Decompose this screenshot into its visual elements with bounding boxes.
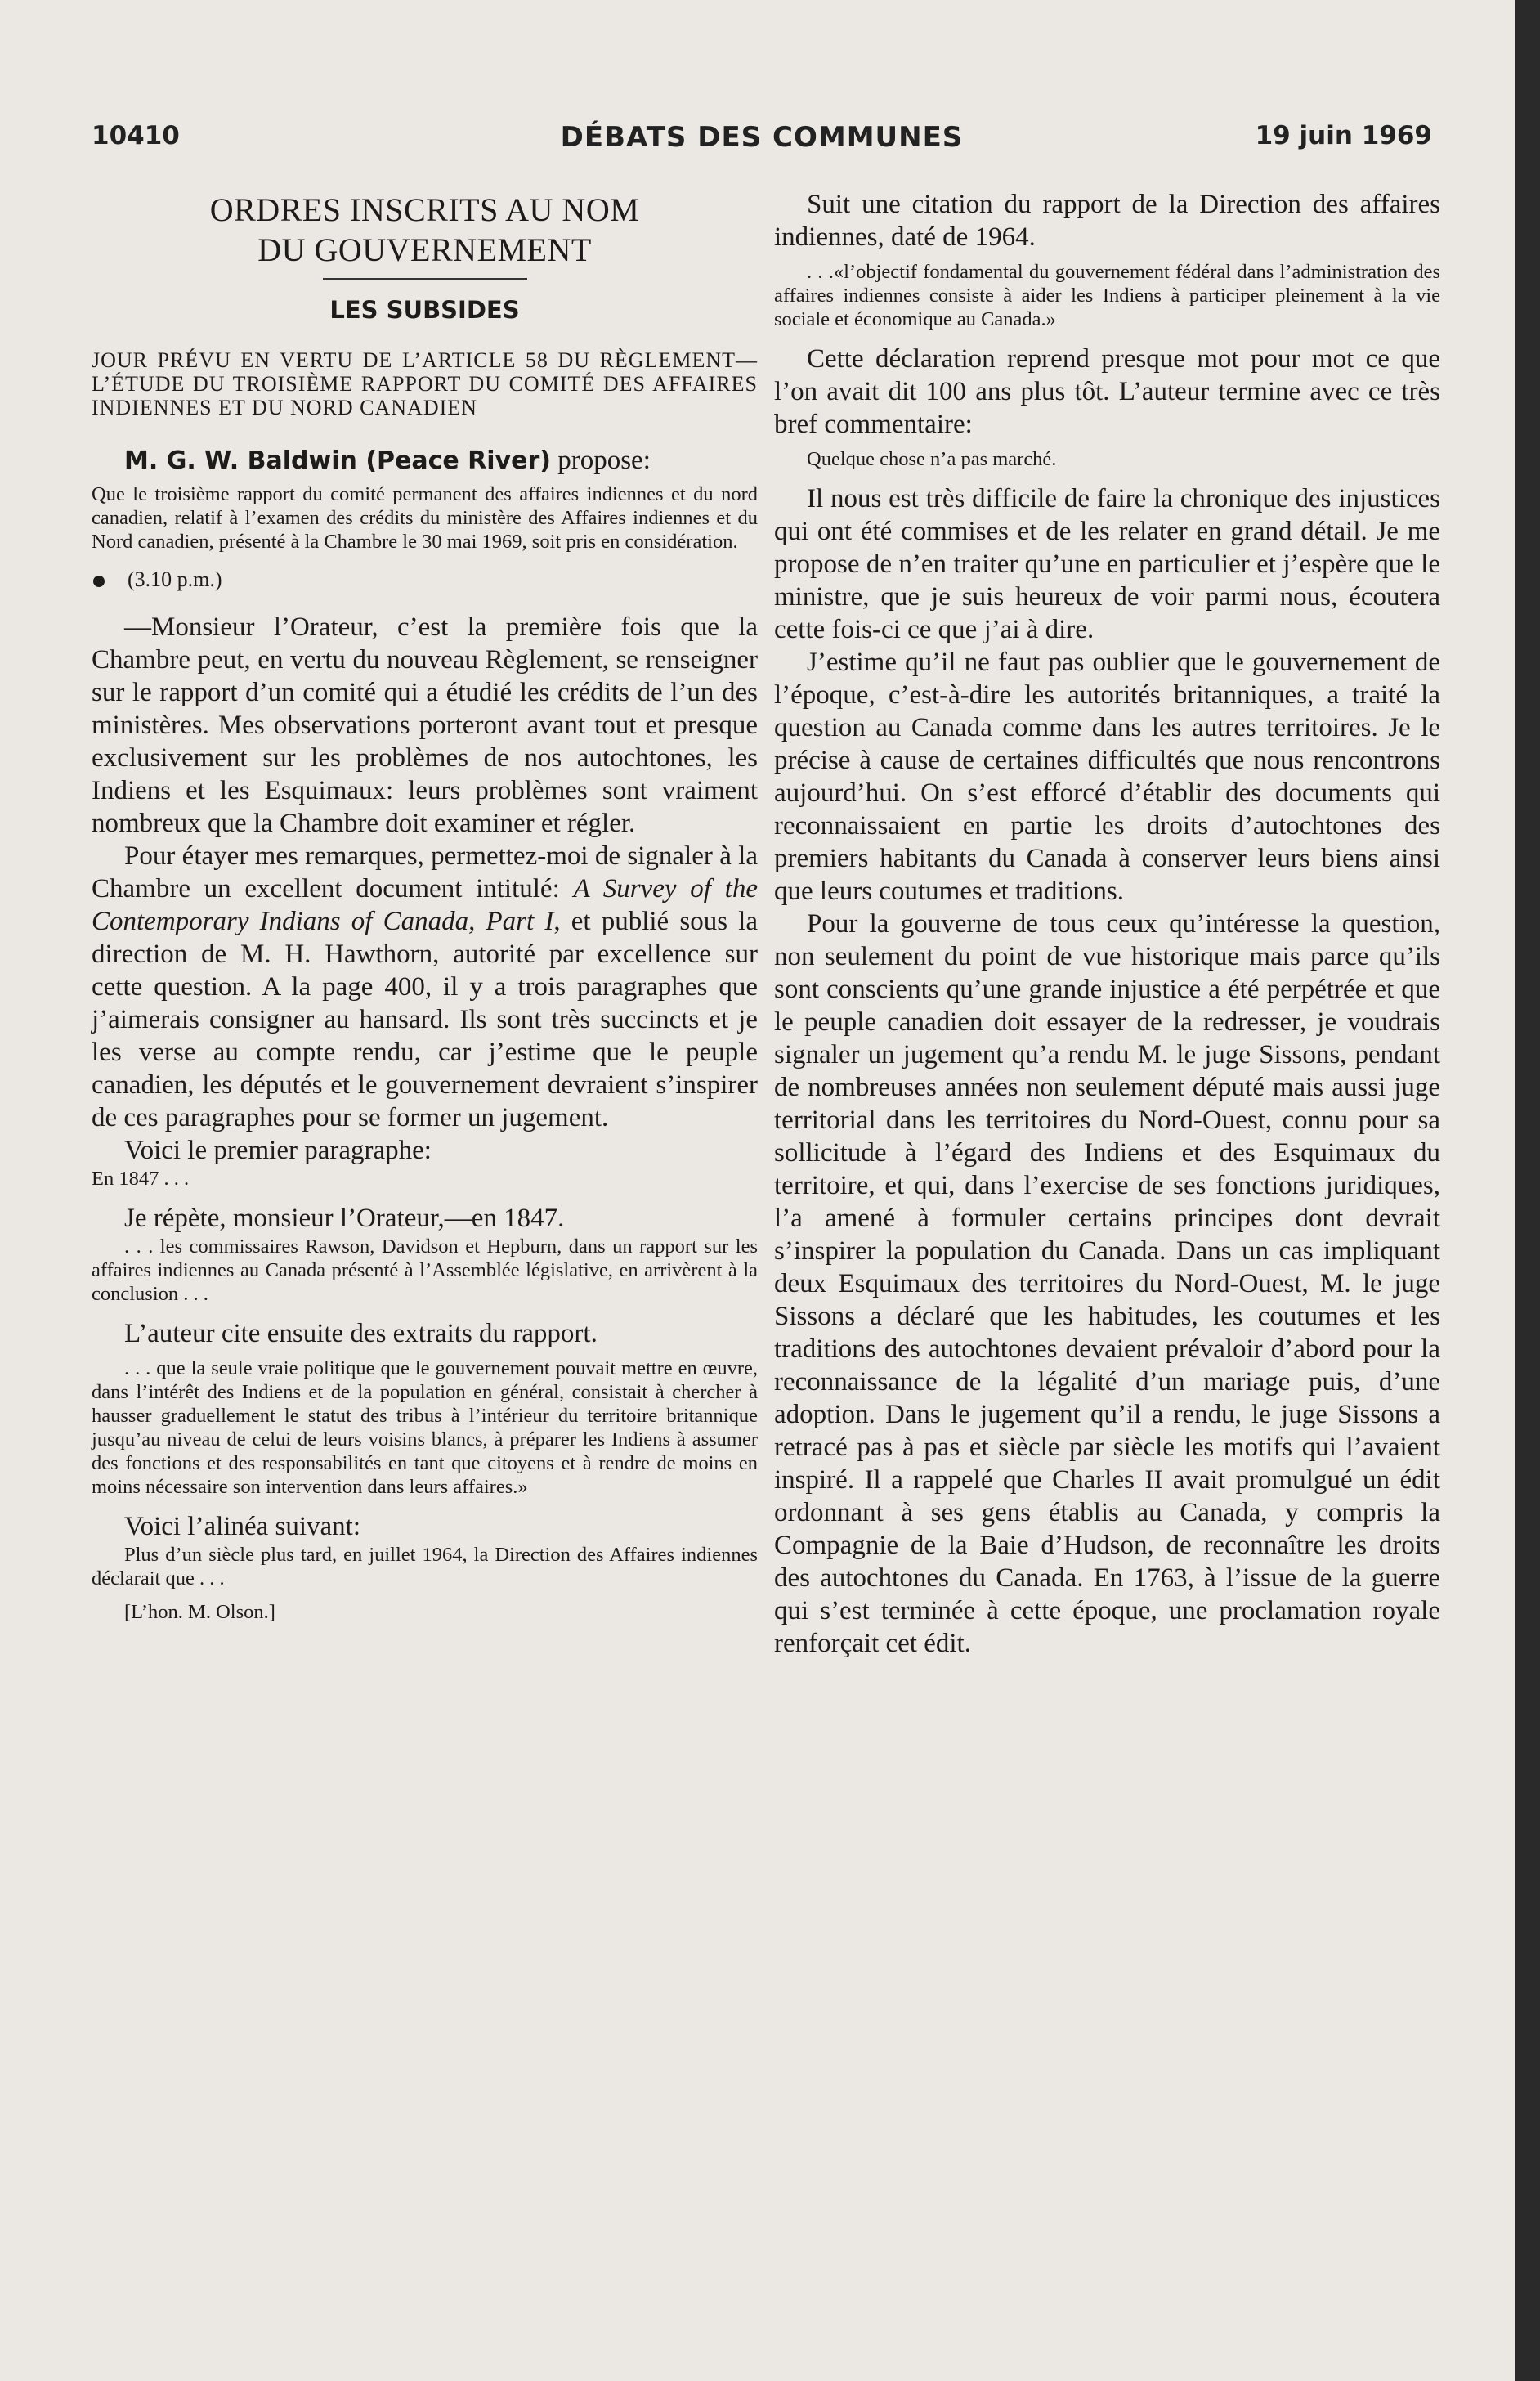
motion-text: Que le troisième rapport du comité permanent des affaires indiennes et du nord canadien, relatif à l’examen des crédits du ministère des Affaires indiennes et du Nord canadien, présenté à la Chambre le 30 mai 1969, soit pris en considération. [92,483,758,553]
time-marker [93,563,758,596]
quotation: Plus d’un siècle plus tard, en juillet 1964, la Direction des Affaires indiennes déclarait que . . . [92,1544,758,1590]
speaker-verb: propose: [550,446,651,475]
paragraph: J’estime qu’il ne faut pas oublier que le gouvernement de l’époque, c’est-à-dire les autorités britanniques, a traité la question au Canada comme dans les autres territoires. Je le précise à cause de certaines difficultés que nous rencontrons aujourd’hui. On s’est efforcé d’établir des documents qui reconnaissaient en partie les droits d’autochtones des premiers habitants du Canada à conserver leurs biens ainsi que leurs coutumes et traditions. [774,648,1440,906]
page-number: 10410 [92,121,180,150]
speaker-interjection: [L’hon. M. Olson.] [124,1601,275,1623]
document-title: A Survey of the Contemporary Indians of Canada, Part I [92,874,758,936]
paragraph: Pour la gouverne de tous ceux qu’intéresse la question, non seulement du point de vue historique mais parce qu’ils sont conscients qu’une grande injustice a été perpétrée et que le peuple canadien doit essayer de la redresser, je voudrais signaler un jugement qu’a rendu M. le juge Sissons, pendant de nombreuses années non seulement député mais aussi juge territorial dans les territoires du Nord-Ouest, connu pour sa sollicitude à l’égard des Indiens et des Esquimaux du territoire, et qui, dans l’exercise de ses fonctions juridiques, l’a amené à formuler certains principes dont devrait s’inspirer la population du Canada. Dans un cas impliquant deux Esquimaux des territoires du Nord-Ouest, M. le juge Sissons a déclaré que les habitudes, les coutumes et les traditions des autochtones devaient prévaloir d’abord pour la reconnaissance de la légalité d’un mariage puis, d’une adoption. Dans le jugement qu’il a rendu, le juge Sissons a retracé pas à pas et siècle par siècle les motifs qui l’avaient inspiré. Il a rappelé que Charles II avait promulgué un édit ordonnant à ses gens établis au Canada, y compris la Compagnie de la Baie d’Hudson, de reconnaître les droits des autochtones du Canada. En 1763, à l’issue de la guerre qui s’est terminée à cette époque, une proclamation royale renforçait cet édit. [774,909,1440,1658]
time-stamp: (3.10 p.m.) [128,567,222,591]
page-date: 19 juin 1969 [1255,121,1432,150]
section-heading: LES SUBSIDES [329,296,520,324]
quotation: . . . les commissaires Rawson, Davidson et Hepburn, dans un rapport sur les affaires indiennes au Canada présenté à l’Assemblée législative, en arrivèrent à la conclusion . . . [92,1235,758,1305]
paragraph: Cette déclaration reprend presque mot pour mot ce que l’on avait dit 100 ans plus tôt. L’auteur termine avec ce très bref commentaire: [774,344,1440,439]
paragraph: Voici l’alinéa suivant: [124,1512,360,1541]
paragraph: Voici le premier paragraphe: [124,1136,432,1165]
right-column [774,188,1440,1660]
heading-line-2: DU GOUVERNEMENT [257,231,592,268]
paragraph: —Monsieur l’Orateur, c’est la première fois que la Chambre peut, en vertu du nouveau Règlement, se renseigner sur le rapport d’un comité qui a étudié les crédits de l’un des ministères. Mes observations porteront avant tout et presque exclusivement sur les problèmes de nos autochtones, les Indiens et les Esquimaux: leurs problèmes sont vraiment nombreux que la Chambre doit examiner et régler. [92,612,758,838]
bullet-icon [93,576,105,587]
paragraph: L’auteur cite ensuite des extraits du rapport. [124,1319,598,1348]
paragraph: Je répète, monsieur l’Orateur,—en 1847. [124,1204,565,1233]
speaker-name: M. G. W. Baldwin (Peace River) [124,446,551,475]
paragraph-text: Pour étayer mes remarques, permettez-moi de signaler à la Chambre un excellent document intitulé: [92,841,758,904]
heading-line-1: ORDRES INSCRITS AU NOM [209,191,640,228]
paragraph: Suit une citation du rapport de la Direction des affaires indiennes, daté de 1964. [774,190,1440,252]
quotation: . . . que la seule vraie politique que le gouvernement pouvait mettre en œuvre, dans l’intérêt des Indiens et de la population en général, consistait à chercher à hausser graduellement le statut des tribus à l’intérieur du territoire britannique jusqu’au niveau de celui de leurs voisins blancs, à préparer les Indiens à assumer des fonctions et des responsabilités en tant que citoyens et à rendre de moins en moins nécessaire son intervention dans leurs affaires.» [92,1357,758,1498]
quotation: . . .«l’objectif fondamental du gouvernement fédéral dans l’administration des affaires indiennes consiste à aider les Indiens à participer pleinement à la vie sociale et économique au Canada.» [774,261,1440,330]
publication-title: DÉBATS DES COMMUNES [560,121,964,154]
paragraph [92,840,758,1134]
motion-title: JOUR PRÉVU EN VERTU DE L’ARTICLE 58 DU RÈGLEMENT—L’ÉTUDE DU TROISIÈME RAPPORT DU COMITÉ DES AFFAIRES INDIENNES ET DU NORD CANADIEN [92,348,758,419]
paragraph-text: , et publié sous la direction de M. H. Hawthorn, autorité par excellence sur cette question. A la page 400, il y a trois paragraphes que j’aimerais consigner au hansard. Ils sont très succincts et je les verse au compte rendu, car j’estime que le peuple canadien, les députés et le gouvernement devraient s’inspirer de ces paragraphes pour se former un jugement. [92,907,758,1132]
left-column [92,188,758,1634]
paragraph: Il nous est très difficile de faire la chronique des injustices qui ont été commises et de les relater en grand détail. Je me propose de n’en traiter qu’une en particulier et j’espère que le ministre, que je suis heureux de voir parmi nous, écoutera cette fois-ci ce que j’ai à dire. [774,484,1440,644]
heading-rule [323,278,527,280]
page-header [92,121,1432,162]
quotation: Quelque chose n’a pas marché. [807,448,1057,470]
speaker-line [92,444,758,478]
quotation: En 1847 . . . [92,1168,190,1190]
scan-edge [1515,0,1540,2381]
